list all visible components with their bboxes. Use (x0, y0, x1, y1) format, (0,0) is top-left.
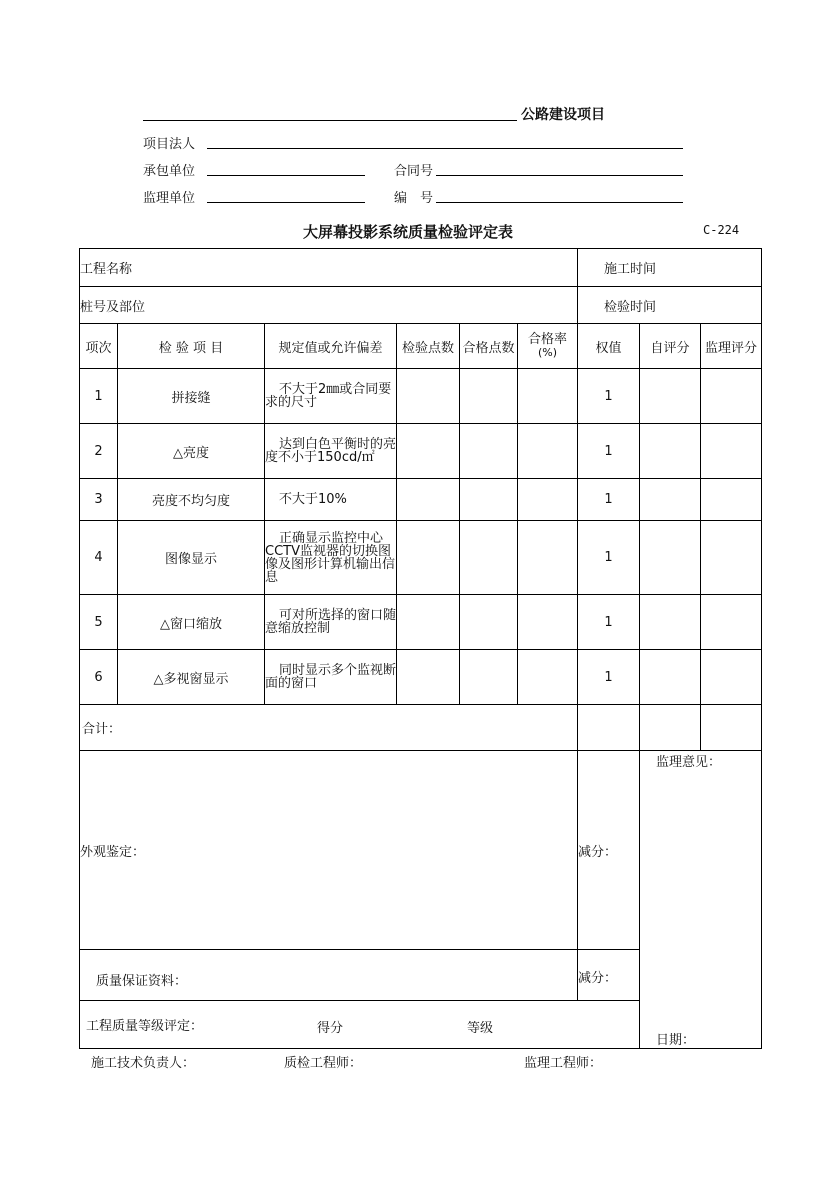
inspection-table (79, 248, 762, 1049)
total-row (80, 705, 762, 751)
row-supervision-score[interactable] (701, 369, 762, 424)
row-qualified-points[interactable] (460, 595, 518, 650)
total-supervision-score[interactable] (701, 705, 762, 751)
form-code: C-224 (703, 223, 740, 237)
col-pass-rate (518, 324, 578, 369)
row-standard: 可对所选择的窗口随意缩放控制 (265, 595, 397, 650)
total-self-score[interactable] (640, 705, 701, 751)
row-self-score[interactable] (640, 369, 701, 424)
table-row (80, 369, 762, 424)
row-item: 亮度不均匀度 (118, 479, 265, 521)
inspection-time-label: 检验时间 (578, 287, 762, 324)
supervision-opinion-label: 监理意见： (656, 755, 722, 770)
form-title: 大屏幕投影系统质量检验评定表 (303, 223, 514, 241)
col-self-score: 自评分 (640, 324, 701, 369)
row-pass-rate[interactable] (518, 595, 578, 650)
row-self-score[interactable] (640, 424, 701, 479)
row-no: 4 (80, 521, 118, 595)
tech-lead-label: 施工技术负责人： (91, 1056, 196, 1071)
row-weight: 1 (578, 521, 640, 595)
contractor-field (207, 175, 365, 176)
row-inspected-points[interactable] (397, 479, 460, 521)
grade-eval-cell (80, 1000, 640, 1048)
row-item: 拼接缝 (118, 369, 265, 424)
contractor-label: 承包单位 (143, 164, 196, 179)
legal-person-field (207, 148, 683, 149)
row-qualified-points[interactable] (460, 521, 518, 595)
table-row (80, 650, 762, 705)
row-standard: 达到白色平衡时的亮度不小于150cd/㎡ (265, 424, 397, 479)
row-self-score[interactable] (640, 479, 701, 521)
deduction-label: 减分： (578, 751, 640, 950)
quality-docs-label: 质量保证资料： (80, 950, 578, 1000)
row-standard: 同时显示多个监视断面的窗口 (265, 650, 397, 705)
col-inspected-points: 检验点数 (397, 324, 460, 369)
row-pass-rate[interactable] (518, 479, 578, 521)
table-row (80, 595, 762, 650)
row-qualified-points[interactable] (460, 369, 518, 424)
table-row (80, 424, 762, 479)
date-label: 日期： (656, 1033, 696, 1048)
row-item: △多视窗显示 (118, 650, 265, 705)
total-weight[interactable] (578, 705, 640, 751)
col-item: 检 验 项 目 (118, 324, 265, 369)
row-inspected-points[interactable] (397, 521, 460, 595)
legal-person-label: 项目法人 (143, 137, 196, 152)
table-row (80, 479, 762, 521)
row-qualified-points[interactable] (460, 424, 518, 479)
row-self-score[interactable] (640, 595, 701, 650)
col-qualified-points: 合格点数 (460, 324, 518, 369)
header-row (80, 324, 762, 369)
row-weight: 1 (578, 479, 640, 521)
row-inspected-points[interactable] (397, 369, 460, 424)
supervision-engineer-label: 监理工程师： (524, 1056, 603, 1071)
row-inspected-points[interactable] (397, 595, 460, 650)
row-self-score[interactable] (640, 521, 701, 595)
supervision-opinion-cell (640, 751, 762, 1049)
row-inspected-points[interactable] (397, 650, 460, 705)
row-pass-rate[interactable] (518, 369, 578, 424)
supervisor-label: 监理单位 (143, 191, 196, 206)
row-standard: 不大于10% (265, 479, 397, 521)
table-row (80, 521, 762, 595)
col-pass-rate-unit: (%) (538, 346, 558, 359)
row-pass-rate[interactable] (518, 521, 578, 595)
row-no: 1 (80, 369, 118, 424)
construction-time-label: 施工时间 (578, 249, 762, 287)
row-weight: 1 (578, 650, 640, 705)
row-weight: 1 (578, 424, 640, 479)
col-supervision-score: 监理评分 (701, 324, 762, 369)
row-supervision-score[interactable] (701, 650, 762, 705)
row-no: 5 (80, 595, 118, 650)
grade-label: 等级 (467, 1020, 494, 1036)
row-item: 图像显示 (118, 521, 265, 595)
supervisor-field (207, 202, 365, 203)
qc-engineer-label: 质检工程师： (284, 1056, 363, 1071)
row-supervision-score[interactable] (701, 595, 762, 650)
row-standard: 不大于2㎜或合同要求的尺寸 (265, 369, 397, 424)
score-label: 得分 (317, 1020, 344, 1036)
col-weight: 权值 (578, 324, 640, 369)
row-supervision-score[interactable] (701, 424, 762, 479)
row-pass-rate[interactable] (518, 650, 578, 705)
total-label: 合计： (80, 705, 578, 751)
row-item: △亮度 (118, 424, 265, 479)
serial-no-field (436, 202, 683, 203)
row-qualified-points[interactable] (460, 479, 518, 521)
grade-eval-label: 工程质量等级评定： (86, 1018, 204, 1034)
row-no: 6 (80, 650, 118, 705)
project-suffix: 公路建设项目 (521, 107, 605, 123)
col-pass-rate-label: 合格率 (528, 332, 568, 347)
serial-no-label: 编 号 (394, 191, 434, 206)
col-no: 项次 (80, 324, 118, 369)
appearance-label: 外观鉴定： (80, 751, 578, 950)
col-standard: 规定值或允许偏差 (265, 324, 397, 369)
row-supervision-score[interactable] (701, 521, 762, 595)
row-self-score[interactable] (640, 650, 701, 705)
row-no: 3 (80, 479, 118, 521)
contract-no-field (436, 175, 683, 176)
project-name-underline (143, 120, 517, 121)
row-weight: 1 (578, 595, 640, 650)
deduction2-label: 减分： (578, 950, 640, 1000)
row-no: 2 (80, 424, 118, 479)
station-label: 桩号及部位 (80, 287, 578, 324)
row-item: △窗口缩放 (118, 595, 265, 650)
contract-no-label: 合同号 (394, 164, 434, 179)
row-inspected-points[interactable] (397, 424, 460, 479)
row-pass-rate[interactable] (518, 424, 578, 479)
row-standard: 正确显示监控中心CCTV监视器的切换图像及图形计算机输出信息 (265, 521, 397, 595)
row-supervision-score[interactable] (701, 479, 762, 521)
row-qualified-points[interactable] (460, 650, 518, 705)
row-weight: 1 (578, 369, 640, 424)
project-name-label: 工程名称 (80, 249, 578, 287)
